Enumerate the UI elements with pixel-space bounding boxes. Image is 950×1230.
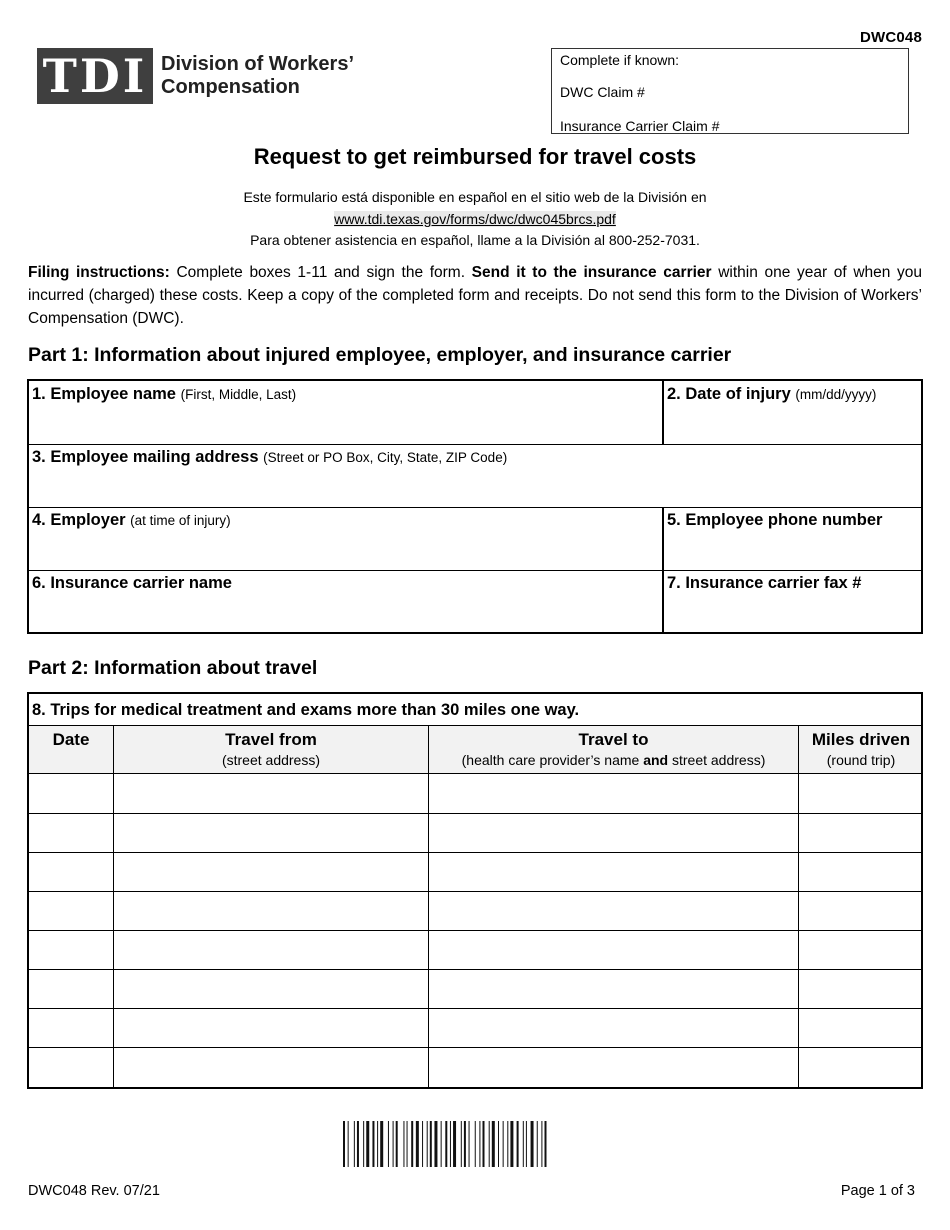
trip-travel-from-cell[interactable]	[114, 853, 428, 891]
trip-travel-to-cell[interactable]	[429, 853, 798, 891]
spanish-notice	[0, 187, 950, 252]
trip-miles-cell[interactable]	[799, 931, 923, 969]
col-date-header	[29, 726, 113, 773]
col-to-sub-post: street address)	[668, 752, 766, 768]
carrier-name-field[interactable]	[29, 570, 662, 632]
col-from-label: Travel from	[225, 730, 317, 749]
logo-mark: TDI	[37, 48, 153, 104]
filing-instructions	[28, 261, 922, 330]
trip-travel-to-cell[interactable]	[429, 814, 798, 852]
spanish-line-3: Para obtener asistencia en español, llame a la División al 800-252-7031.	[250, 232, 700, 248]
instructions-lead: Filing instructions:	[28, 264, 170, 281]
trip-travel-from-cell[interactable]	[114, 775, 428, 813]
col-travel-to-header	[429, 726, 798, 773]
trip-miles-cell[interactable]	[799, 853, 923, 891]
trip-travel-from-cell[interactable]	[114, 892, 428, 930]
trips-table-header	[29, 725, 921, 774]
part1-heading: Part 1: Information about injured employee, employer, and insurance carrier	[28, 344, 732, 366]
date-of-injury-field[interactable]	[664, 381, 921, 444]
logo-line-2: Compensation	[161, 76, 300, 98]
claim-number-box	[551, 48, 909, 134]
field-1-hint: (First, Middle, Last)	[180, 387, 297, 402]
carrier-claim-field[interactable]: Insurance Carrier Claim #	[560, 118, 720, 134]
trip-travel-to-cell[interactable]	[429, 1009, 798, 1047]
trip-travel-to-cell[interactable]	[429, 931, 798, 969]
trip-miles-cell[interactable]	[799, 1048, 923, 1086]
col-to-label: Travel to	[578, 730, 649, 749]
trip-travel-from-cell[interactable]	[114, 931, 428, 969]
trip-travel-to-cell[interactable]	[429, 1048, 798, 1086]
trip-date-cell[interactable]	[29, 1048, 113, 1086]
col-to-sub-bold: and	[643, 752, 669, 768]
trip-miles-cell[interactable]	[799, 892, 923, 930]
field-6-label: 6. Insurance carrier name	[32, 574, 232, 592]
trip-date-cell[interactable]	[29, 814, 113, 852]
form-code: DWC048	[859, 29, 922, 46]
trip-travel-from-cell[interactable]	[114, 1009, 428, 1047]
col-travel-from-header	[114, 726, 428, 773]
mailing-address-field[interactable]	[29, 444, 921, 507]
field-3-label: 3. Employee mailing address	[32, 448, 259, 466]
col-to-sub	[429, 752, 798, 768]
logo-text	[161, 53, 354, 99]
field-2-label: 2. Date of injury	[667, 385, 791, 403]
field-3-hint: (Street or PO Box, City, State, ZIP Code)	[263, 450, 508, 465]
employer-field[interactable]	[29, 507, 662, 570]
field-4-label: 4. Employer	[32, 511, 126, 529]
trip-miles-cell[interactable]	[799, 970, 923, 1008]
claim-box-heading: Complete if known:	[560, 52, 680, 68]
barcode-image	[343, 1121, 613, 1167]
instructions-text-2: within one year of when you incurred (charged) these costs. Keep a copy of the completed form and receipts. Do not send this form to the Division of Workers’ Compensation (DWC).	[28, 264, 923, 327]
trip-date-cell[interactable]	[29, 970, 113, 1008]
trip-travel-from-cell[interactable]	[114, 1048, 428, 1086]
dwc-claim-field[interactable]: DWC Claim #	[560, 84, 645, 100]
trips-table	[27, 692, 923, 1089]
trip-date-cell[interactable]	[29, 775, 113, 813]
col-from-sub: (street address)	[221, 752, 321, 768]
field-5-label: 5. Employee phone number	[667, 511, 883, 529]
form-revision: DWC048 Rev. 07/21	[28, 1183, 160, 1199]
trip-travel-to-cell[interactable]	[429, 775, 798, 813]
col-miles-header	[799, 726, 923, 773]
col-date-label: Date	[52, 730, 90, 749]
employee-phone-field[interactable]	[664, 507, 921, 570]
field-1-label: 1. Employee name	[32, 385, 176, 403]
trip-miles-cell[interactable]	[799, 814, 923, 852]
employee-name-field[interactable]	[29, 381, 662, 444]
logo-line-1: Division of Workers’	[161, 53, 355, 75]
instructions-bold: Send it to the insurance carrier	[471, 264, 712, 281]
field-2-hint: (mm/dd/yyyy)	[795, 387, 877, 402]
trip-travel-to-cell[interactable]	[429, 892, 798, 930]
trip-travel-to-cell[interactable]	[429, 970, 798, 1008]
trip-date-cell[interactable]	[29, 931, 113, 969]
trip-travel-from-cell[interactable]	[114, 814, 428, 852]
page-number: Page 1 of 3	[840, 1183, 915, 1199]
tdi-logo	[37, 48, 354, 104]
trips-title: 8. Trips for medical treatment and exams more than 30 miles one way.	[32, 701, 580, 719]
trip-travel-from-cell[interactable]	[114, 970, 428, 1008]
spanish-form-link[interactable]: www.tdi.texas.gov/forms/dwc/dwc045brcs.pdf	[334, 210, 616, 227]
instructions-text-1: Complete boxes 1-11 and sign the form.	[169, 264, 472, 281]
trip-date-cell[interactable]	[29, 853, 113, 891]
trip-miles-cell[interactable]	[799, 775, 923, 813]
trip-date-cell[interactable]	[29, 1009, 113, 1047]
trip-miles-cell[interactable]	[799, 1009, 923, 1047]
col-miles-sub: (round trip)	[826, 752, 896, 768]
page-title: Request to get reimbursed for travel costs	[253, 144, 697, 169]
field-4-hint: (at time of injury)	[130, 513, 231, 528]
part1-grid	[27, 379, 923, 634]
carrier-fax-field[interactable]	[664, 570, 921, 632]
col-miles-label: Miles driven	[811, 730, 911, 749]
field-7-label: 7. Insurance carrier fax #	[667, 574, 862, 592]
trip-date-cell[interactable]	[29, 892, 113, 930]
part2-heading: Part 2: Information about travel	[28, 657, 318, 679]
col-to-sub-pre: (health care provider’s name	[461, 752, 644, 768]
spanish-line-1: Este formulario está disponible en español en el sitio web de la División en	[243, 189, 707, 205]
